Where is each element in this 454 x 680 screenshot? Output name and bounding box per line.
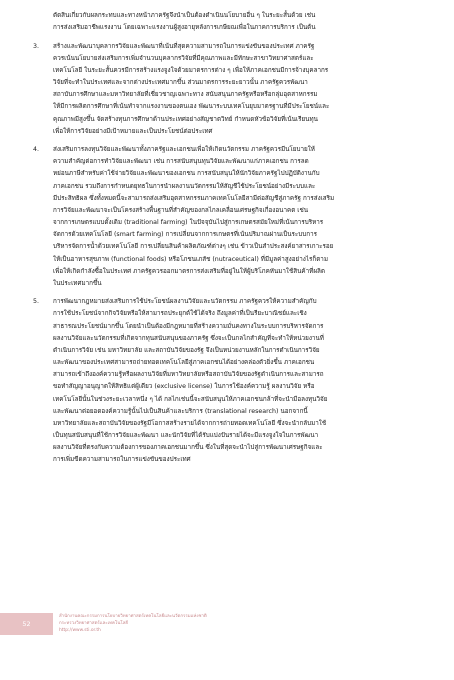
item-number: 4.	[33, 146, 40, 154]
footer-website-link[interactable]: http://www.sti.or.th	[59, 628, 101, 633]
item-text: ส่งเสริมการลงทุนวิจัยและพัฒนาทั้งภาครัฐและเอกชนเพื่อให้เกิดนวัตกรรม ภาครัฐควรมีนโยบายให้ ความสำคัญต่อการทำวิจัยและพัฒนา เช่น การสนับสนุนทุนวิจัยและพัฒนาแก่ภาคเอกชน การลด หย่อนภาษีสำหรับค่าใช้จ่ายวิจัยและพัฒนาของเอกชน การสนับสนุนให้นักวิจัยภาครัฐไปปฏิบัติงานกับ ภาคเอกชน รวมถึงการกำหนดยุทธในการนำผลงานนวัตกรรมให้สัญชีใช้ประโยชน์อย่างมีระบบและ มีประสิทธิผล ซึ่งทั้งหมดนี้จะสามารถส่งเสริมอุตสาหกรรมภาคเทคโนโลยีสามีต่อสัญชีสู่ภาครัฐ การส่งเสริม การวิจัยและพัฒนาจะเป็นโครงสร้างพื้นฐานที่สำคัญของกลไกลเคลื่อนเศรษฐกิจเกื่องอนาคต เช่น จากการเกษตรแบบดั้งเดิม (traditional farming) ในปัจจุบันไปสู่การเกษตรสมัยใหม่ที่เน้นการบริหาร จัดการด้วยเทคโนโลยี (smart farming) การเปลี่ยนจากการเกษตรที่เน้นปริมาณผ่านเป็นระบบการ บริหารจัดการน้ำด้วยเทคโนโลยี การเปลี่ยนสินค้าผลิตภัณฑ์ต่างๆ เช่น ข้าวเป็นสำประสงค์ยาสารเกาะรอย ให้เป็นอาหารสุขภาพ (functional foods) หรือโภชนเภสัช (nutraceutical) ที่มีมูลค่าสูงอย่างไรก็ตาม เพื่อให้เกิดกำลังซื้อในประเทศ ภาครัฐควรออกมาตรการส่งเสริมที่อยู่ในให้ผู้บริโภคหันมาใช้สินค้าที่ผลิต ในประเทศมากขึ้น	[53, 146, 335, 287]
page-footer	[0, 610, 454, 680]
intro-paragraph: ตัดสินเกี่ยวกับผลกระทบและทางหน้าภาครัฐจึงนำเป็นต้องดำเนินนโยบายอื่น ๆ ในระยะสั้นด้วย เช่น การส่งเสริมอาชีพแรงงาน โดยเฉพาะแรงงานผู้สูงอายุหลังการเกษียณเพื่อในภาคการบริการ เป็นต้น	[53, 12, 316, 32]
page-body	[33, 10, 421, 473]
numbered-item-3	[33, 41, 421, 138]
item-text: สร้างและพัฒนาบุคลากรวิจัยและพัฒนาที่เน้นที่สุดความสามารถในการแข่งขันของประเทศ ภาครัฐ ควรเน้นนโยบายส่งเสริมการเพิ่มจำนวนบุคลากรวิจัยที่มีคุณภาพและมีทักษะสาขาวิทยาศาสตร์และ เทคโนโลยี ในระยะสั้นควรมีการสร้างแรงจูงใจด้วยมาตรการต่าง ๆ เพื่อให้ภาคเอกชนมีการจ้างบุคลากร วิจัยที่จะทำในประเทศและจากต่างประเทศมากขึ้น ส่วนมาตรการระยะยาวนั้น ภาครัฐควรพัฒนา สถาบันการศึกษาและมหาวิทยาลัยที่เชี่ยวชาญเฉพาะทาง สนับสนุนภาครัฐหรือหรือกลุ่มอุตสาหกรรม ให้มีการผลิตการศึกษาที่เน้นทำจากแรงงานของตนเอง พัฒนาระบบเทคโนยุบมาตรฐานที่มีประโยชน์และ คุณภาพมีสูงขึ้น จัดสร้างทุนการศึกษาด้านประเทศอย่างสัญชาตวิทย์ กำหนดหัวข้อวิจัยที่เน้นเรียนทุน เพื่อให้การวิจัยอย่างมีเป้าหมายและเป็นประโยชน์ต่อประเทศ	[53, 42, 330, 135]
item-text: การพัฒนากฎหมายส่งเสริมการใช้ประโยชน์ผลงานวิจัยและนวัตกรรม ภาครัฐควรให้ความสำคัญกับ การใช้ประโยชน์จากกิจวิจัยหรือให้สามารถประยุกต์ใช้ได้จริง ถึงมูลค่าที่เป็นรียะบาณิชย์และเชิง สาธารณประโยชน์มากขึ้น โดยนำเป็นต้องมีกฎหมายที่สร้างความมั่นคงทางในระบบการบริหารจัดการ ผลงานวิจัยและนวัตกรรมที่เกิดจากทุนสนับสนุนของภาครัฐ ซึ่งจะเป็นกลไกสำคัญที่จะทำให้หน่วยงานที่ ดำเนินการวิจัย เช่น มหาวิทยาลัย และสถาบันวิจัยของรัฐ จึงเป็นหน่วยงานหลักในการดำเนินการวิจัย และพัฒนาของประเทศสามารถถ่ายทอดเทคโนโลยีสู่ภาคเอกชนได้อย่างคล่องตัวยิ่งขึ้น ภาคเอกชน สามารถเข้าถึงองค์ความรู้หรือผลงานวิจัยที่มหาวิทยาลัยหรือสถาบันวิจัยของรัฐดำเนินการและสามารถ ขอทำสัญญาอนุญาตให้สิทธิแต่ผู้เดียว (exclusive license) ในการใช้องค์ความรู้ ผลงานวิจัย หรือ เทคโนโลยีนั้นในช่วงระยะเวลาหนึ่ง ๆ ได้ กลไกเช่นนี้จะสนับสนุนให้ภาคเอกชนกล้าที่จะนำมือลงทุนวิจัย และพัฒนาต่อยอดองค์ความรู้นั้นไปเป็นสินค้าและบริการ (translational research) นอกจากนี้ มหาวิทยาลัยและสถาบันวิจัยของรัฐมีโอกาสสร้างรายได้จากการถ่ายทอดเทคโนโลยี ซึ่งจะนำกลับมาใช้ เป็นทุนสนับสนุนที่ใช้การวิจัยและพัฒนา และนักวิจัยที่ได้รับแบ่งปันรายได้จะมีแรงจูงใจในการพัฒนา ผลงานวิจัยที่ตรงกับความต้องการของภาคเอกชนมากขึ้น ซึ่งในที่สุดจะนำไปสู่การพัฒนาเศรษฐกิจและ การเพิ่มขีดความสามารถในการแข่งขันของประเทศ	[53, 298, 328, 464]
page-number: 52	[22, 620, 31, 628]
item-number: 5.	[33, 298, 40, 306]
numbered-item-4	[33, 144, 421, 290]
numbered-item-5	[33, 296, 421, 466]
footer-org-name: สำนักงานคณะกรรมการนโยบายวิทยาศาสตร์เทคโนโลยีและนวัตกรรมแห่งชาติ	[59, 614, 207, 619]
footer-ministry-name: กระทรวงวิทยาศาสตร์และเทคโนโลยี	[59, 621, 128, 626]
item-number: 3.	[33, 42, 40, 50]
